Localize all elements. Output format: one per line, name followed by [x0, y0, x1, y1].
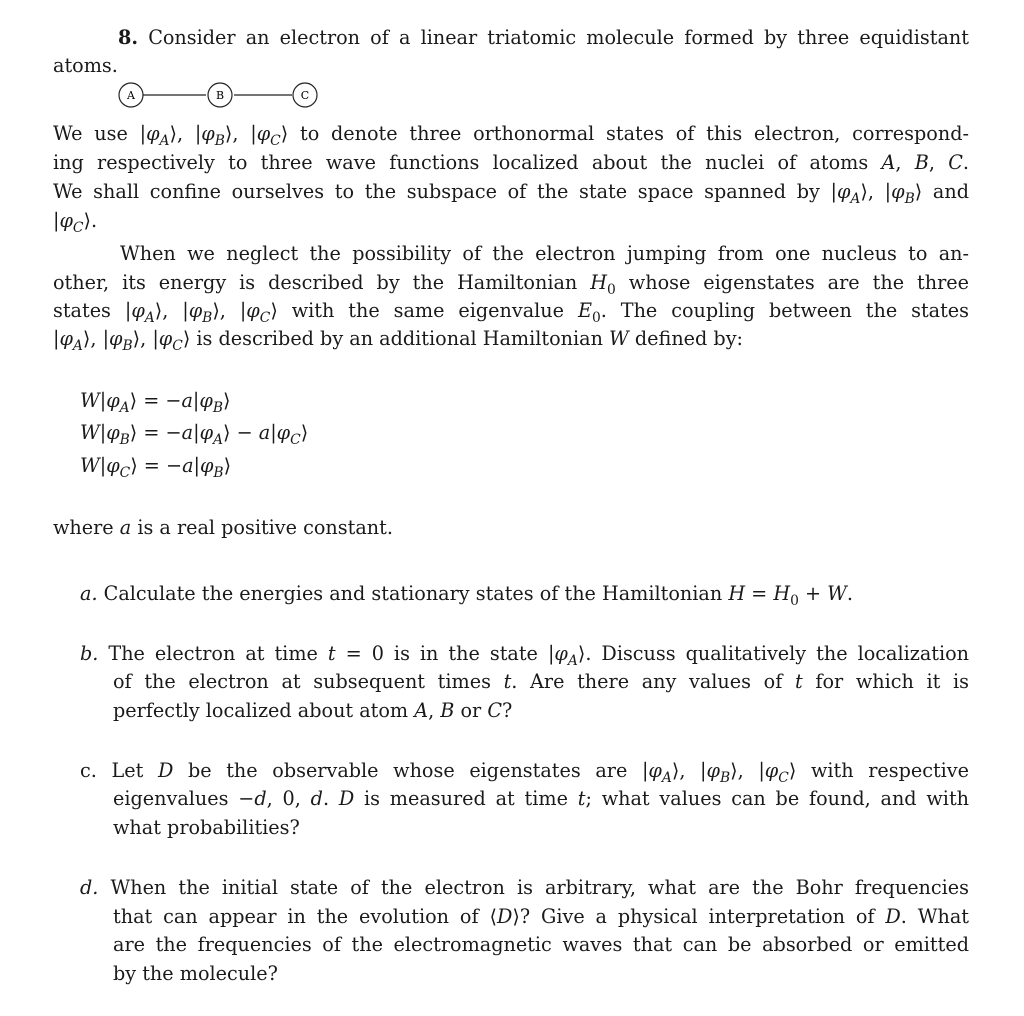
- question-d-line-1: d. When the initial state of the electron is arbitrary, what are the Bohr frequencies: [80, 876, 969, 899]
- question-c-line-3: what probabilities?: [113, 816, 300, 839]
- atom-b-label: B: [215, 89, 225, 102]
- equation-1: $W|\varphi_A⟩$ = $-a|\varphi_B⟩$: [80, 389, 231, 416]
- paragraph-2-line-4: $|\varphi_A⟩$, $|\varphi_B⟩$, $|\varphi_C⟩$ is described by an additional Hamiltonian W defined by:: [53, 327, 743, 354]
- question-b-line-1: b. The electron at time t = 0 is in the state $|\varphi_A⟩$. Discuss qualitatively the localization: [80, 642, 970, 669]
- paragraph-1-line-3: We shall confine ourselves to the subspace of the state space spanned by $|\varphi_A⟩$, $|\varphi_B⟩$ and: [53, 180, 969, 207]
- molecule-diagram: [116, 80, 326, 110]
- question-b-line-3: perfectly localized about atom A, B or C?: [113, 699, 513, 722]
- question-b-label: b.: [80, 642, 99, 665]
- question-a: a. Calculate the energies and stationary states of the Hamiltonian $H = H_0 + W$.: [80, 582, 853, 609]
- paragraph-2-line-1: When we neglect the possibility of the electron jumping from one nucleus to an-: [120, 242, 969, 265]
- problem-intro-line-2: atoms.: [53, 54, 118, 77]
- question-c-label: c.: [80, 759, 97, 782]
- problem-intro-line-1: 8. Consider an electron of a linear triatomic molecule formed by three equidistant: [118, 26, 969, 49]
- equation-3: $W|\varphi_C⟩$ = $-a|\varphi_B⟩$: [80, 454, 232, 481]
- where-line: where a is a real positive constant.: [53, 516, 393, 539]
- atom-a-label: A: [127, 89, 135, 102]
- paragraph-1-line-1: We use $|\varphi_A⟩$, $|\varphi_B⟩$, $|\varphi_C⟩$ to denote three orthonormal states of this electron, correspond-: [53, 122, 969, 149]
- paragraph-2-line-3: states $|\varphi_A⟩$, $|\varphi_B⟩$, $|\varphi_C⟩$ with the same eigenvalue $E_0$. The coupling between the states: [53, 299, 970, 326]
- equation-2: $W|\varphi_B⟩$ = $-a|\varphi_A⟩$ − $a|\varphi_C⟩$: [80, 421, 309, 448]
- question-a-label: a.: [80, 582, 98, 605]
- question-d-line-3: are the frequencies of the electromagnetic waves that can be absorbed or emitted: [113, 933, 969, 956]
- problem-number: 8.: [118, 26, 139, 49]
- question-b-line-2: of the electron at subsequent times t. Are there any values of t for which it is: [113, 670, 970, 693]
- paragraph-1-line-4: $|\varphi_C⟩$.: [53, 209, 98, 236]
- atom-c-label: C: [300, 89, 310, 102]
- question-c-line-2: eigenvalues −d, 0, d. D is measured at time t; what values can be found, and with: [113, 787, 970, 810]
- paragraph-1-line-2: ing respectively to three wave functions localized about the nuclei of atoms A, B, C.: [53, 151, 970, 174]
- question-d-label: d.: [80, 876, 99, 899]
- paragraph-2-line-2: other, its energy is described by the Hamiltonian $H_0$ whose eigenstates are the three: [53, 271, 969, 298]
- question-d-line-4: by the molecule?: [113, 962, 278, 985]
- question-d-line-2: that can appear in the evolution of ⟨D⟩? Give a physical interpretation of D. What: [113, 905, 969, 928]
- question-c-line-1: c. Let D be the observable whose eigenstates are $|\varphi_A⟩$, $|\varphi_B⟩$, $|\varphi_C⟩$ with respective: [80, 759, 969, 786]
